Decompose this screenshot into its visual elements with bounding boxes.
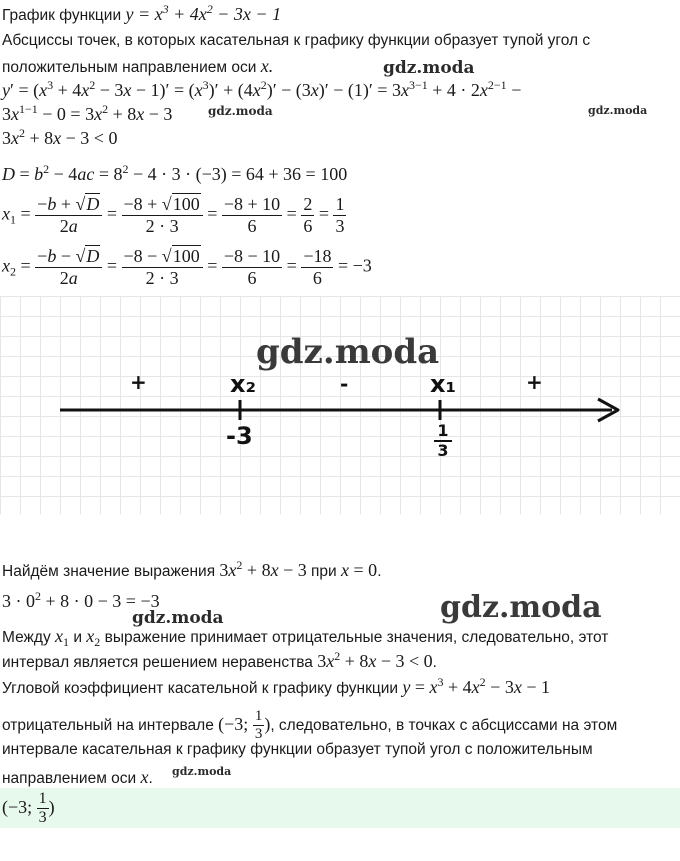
question-line-1: Абсциссы точек, в которых касательная к графику функции образует тупой угол с xyxy=(2,32,591,49)
x2-formula: $x_2$ = $\frac{-b - √D}{2a}$ = $\frac{-8 - √100}{2 \cdot 3}$ = $\frac{-8 - 10}{6}$ = $\frac{-18}{6}$ = −3 xyxy=(2,246,372,288)
conclusion-line-3: Угловой коэффициент касательной к графику функции $y = x^3 + 4x^2 - 3x - 1$ xyxy=(2,675,550,697)
watermark: gdz.moda xyxy=(383,58,475,78)
check-calc: $3 \cdot 0^2 + 8 \cdot 0 - 3 = -3$ xyxy=(2,589,160,611)
conclusion-line-4: отрицательный на интервале (−3; $\frac{1}{3}$ ), следовательно, в точках с абсциссами на этом xyxy=(2,708,618,743)
point-x2-label: x₂ xyxy=(230,370,256,398)
watermark-small: gdz.moda xyxy=(172,765,232,778)
answer-value: (−3; $\frac{1}{3}$ ) xyxy=(2,790,55,827)
title-text: График функции xyxy=(2,7,122,24)
answer-box xyxy=(0,788,680,828)
sign-right: + xyxy=(526,370,543,394)
derivative-line-2: $3x^{1-1} - 0 = 3x^2 + 8x - 3$ xyxy=(2,102,173,124)
question-line-2 xyxy=(2,56,273,77)
discriminant-line: $D = b^2 - 4ac = 8^2 - 4 \cdot 3 \cdot (-3) = 64 + 36 = 100$ xyxy=(2,162,348,184)
question-part-2: положительным направлением оси xyxy=(2,59,257,76)
point-x1-label: x₁ xyxy=(430,370,456,398)
conclusion-line-2: интервал является решением неравенства $3x^2 + 8x - 3 < 0$. xyxy=(2,649,437,671)
watermark-large: gdz.moda xyxy=(256,332,440,372)
number-line-svg xyxy=(0,296,680,514)
title-function: $y = x^3 + 4x^2 - 3x - 1$ xyxy=(125,2,282,24)
watermark-small: gdz.moda xyxy=(208,104,273,118)
conclusion-line-6: направлением оси x. xyxy=(2,767,153,787)
question-axis: x. xyxy=(260,56,274,76)
sign-left: + xyxy=(130,370,147,394)
derivative-line-1: $y' = (x^3 + 4x^2 - 3x - 1)' = (x^3)' + (4x^2)' - (3x)' - (1)' = 3x^{3-1} + 4 \cdot 2x^{2-1}$ − xyxy=(2,78,522,100)
sign-middle: - xyxy=(340,372,349,396)
point-x1-value: 1 3 xyxy=(434,422,452,461)
point-x2-value: -3 xyxy=(226,422,253,450)
watermark-large: gdz.moda xyxy=(440,590,602,625)
conclusion-line-5: интервале касательная к графику функции образует тупой угол с положительным xyxy=(2,741,593,758)
watermark-small: gdz.moda xyxy=(588,104,648,117)
check-text: Найдём значение выражения $3x^2 + 8x - 3$ при x = 0. xyxy=(2,558,382,580)
conclusion-line-1: Между $x_1$ и $x_2$ выражение принимает отрицательные значения, следовательно, этот xyxy=(2,626,609,649)
inequality-line: $3x^2 + 8x - 3 < 0$ xyxy=(2,126,118,148)
watermark: gdz.moda xyxy=(132,608,224,628)
title-line xyxy=(2,4,281,25)
x1-formula: $x_1$ = $\frac{-b + √D}{2a}$ = $\frac{-8 + √100}{2 \cdot 3}$ = $\frac{-8 + 10}{6}$ = $\frac{2}{6}$ = $\frac{1}{3}$ xyxy=(2,194,345,236)
number-line-panel xyxy=(0,296,680,514)
